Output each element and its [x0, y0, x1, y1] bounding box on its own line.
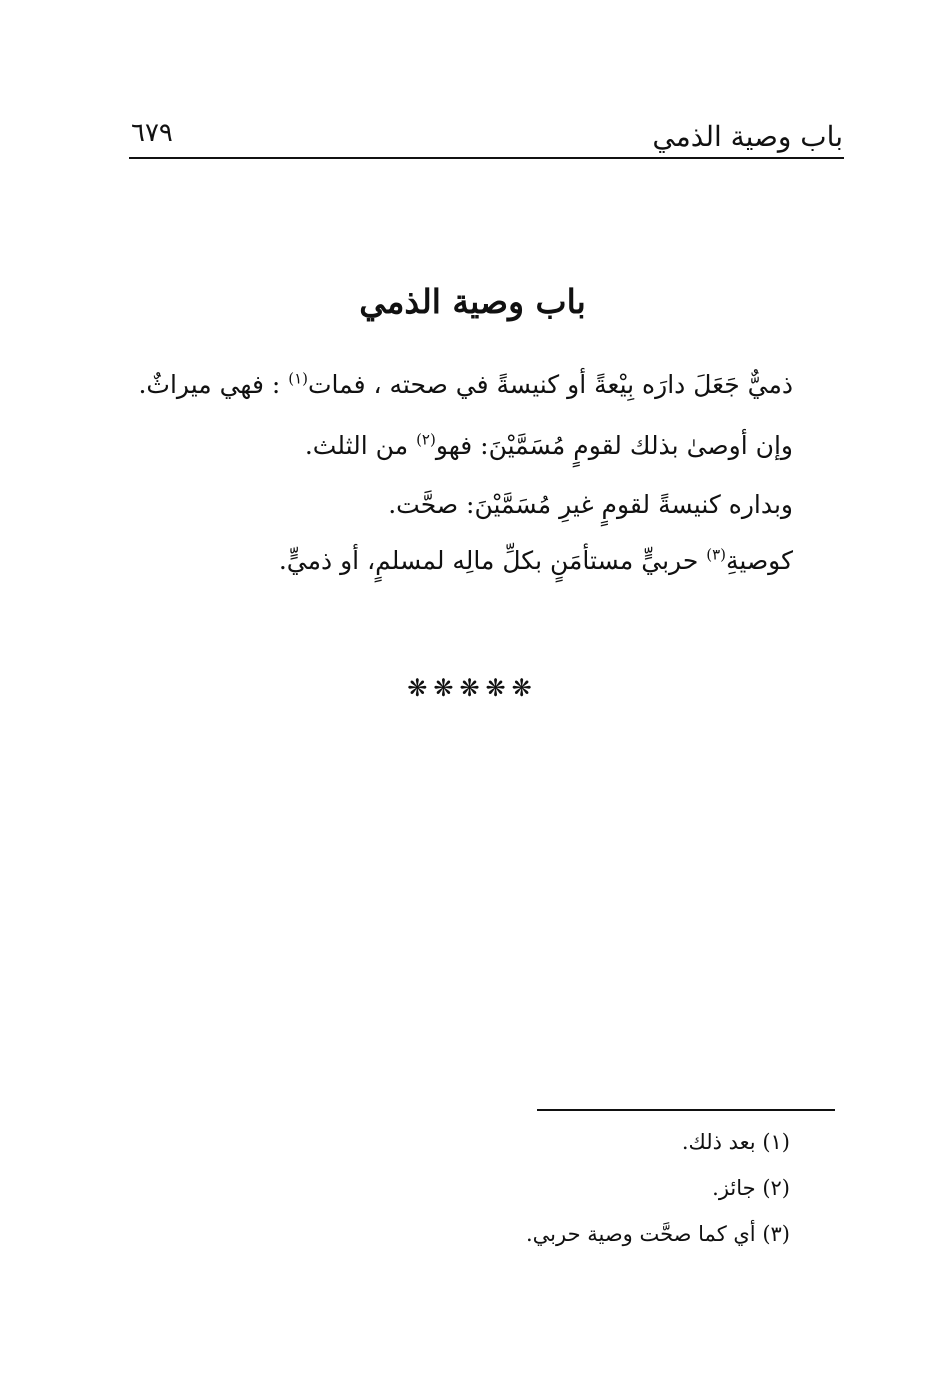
body-paragraph-3 [388, 490, 793, 519]
body-text: كوصيةِ [726, 546, 793, 575]
body-text: ذميٌّ جَعَلَ دارَه بِيْعةً أو كنيسةً في صحته ، فمات [308, 370, 793, 399]
footnote-2: (٢) جائز. [712, 1176, 790, 1200]
body-text: حربيٍّ مستأمَنٍ بكلِّ مالِه لمسلمٍ، أو ذميٍّ. [278, 546, 707, 575]
footnote-3: (٣) أي كما صحَّت وصية حربي. [525, 1222, 790, 1246]
section-separator: ❋❋❋❋❋ [407, 674, 538, 702]
running-header-title: باب وصية الذمي [652, 120, 843, 153]
footnote-ref-1[interactable]: (١) [288, 369, 308, 388]
footnote-divider [537, 1109, 835, 1111]
page-number: ٦٧٩ [131, 118, 173, 148]
footnote-1: (١) بعد ذلك. [681, 1130, 790, 1154]
header-divider [129, 157, 844, 159]
body-text: وبداره كنيسةً لقومٍ غيرِ مُسَمَّيْنَ: صحَّت. [388, 490, 793, 519]
body-text: وإن أوصىٰ بذلك لقومٍ مُسَمَّيْنَ: فهو [435, 431, 793, 460]
footnote-ref-2[interactable]: (٢) [416, 430, 436, 449]
chapter-title: باب وصية الذمي [359, 282, 586, 321]
body-paragraph-1 [138, 370, 793, 399]
body-text: : فهي ميراثٌ. [138, 370, 289, 399]
body-text: من الثلث. [304, 431, 417, 460]
body-paragraph-4 [279, 546, 793, 575]
footnote-ref-3[interactable]: (٣) [706, 545, 726, 564]
body-paragraph-2 [305, 431, 793, 460]
